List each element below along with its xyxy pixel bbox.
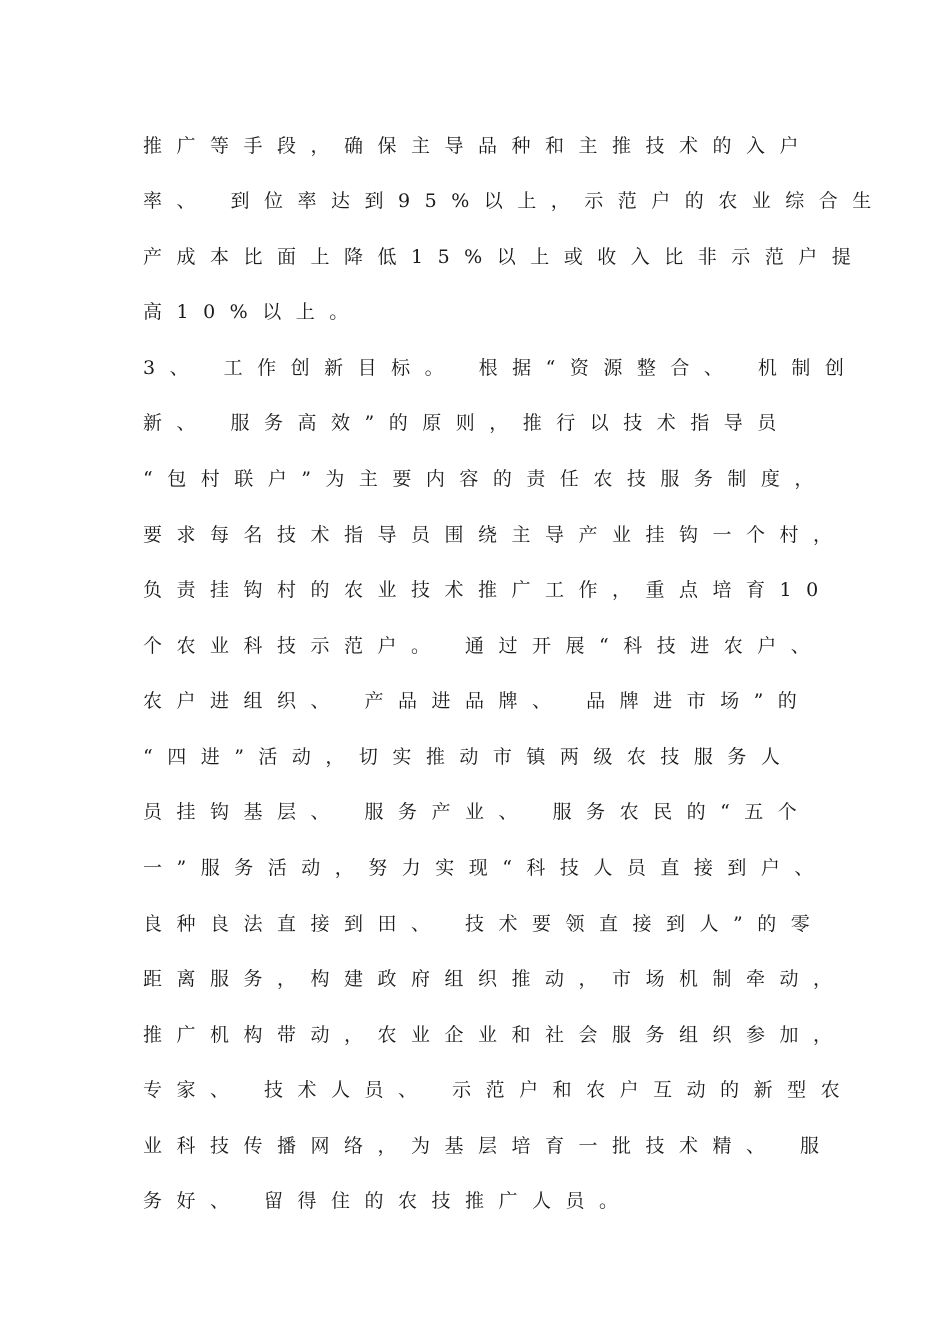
text-line: 一”服务活动，努力实现“科技人员直接到户、 [143,857,828,879]
text-line: 距离服务，构建政府组织推动，市场机制牵动， [143,968,847,990]
text-line: “包村联户”为主要内容的责任农技服务制度， [143,468,828,490]
text-line: 推广等手段，确保主导品种和主推技术的入户 [143,135,814,157]
text-line: 推广机构带动，农业企业和社会服务组织参加， [143,1024,847,1046]
text-line: 新、 服务高效”的原则，推行以技术指导员 [143,412,791,434]
text-line: 个农业科技示范户。 通过开展“科技进农户、 [143,635,825,657]
text-line: 业科技传播网络，为基层培育一批技术精、 服 [143,1135,834,1157]
text-line: 负责挂钩村的农业技术推广工作，重点培育10 [143,579,833,601]
text-line: 产成本比面上降低15%以上或收入比非示范户提 [143,246,866,268]
text-line: 务好、 留得住的农技推广人员。 [143,1190,633,1212]
text-line: 高10%以上。 [143,301,363,323]
text-line: 良种良法直接到田、 技术要领直接到人”的零 [143,913,825,935]
text-line: 农户进组织、 产品进品牌、 品牌进市场”的 [143,690,812,712]
text-line: 要求每名技术指导员围绕主导产业挂钩一个村， [143,524,847,546]
text-line: “四进”活动，切实推动市镇两级农技服务人 [143,746,795,768]
text-line: 3、 工作创新目标。 根据“资源整合、 机制创 [143,357,859,379]
text-line: 专家、 技术人员、 示范户和农户互动的新型农 [143,1079,855,1101]
text-line: 率、 到位率达到95%以上，示范户的农业综合生 [143,190,886,212]
text-line: 员挂钩基层、 服务产业、 服务农民的“五个 [143,801,812,823]
